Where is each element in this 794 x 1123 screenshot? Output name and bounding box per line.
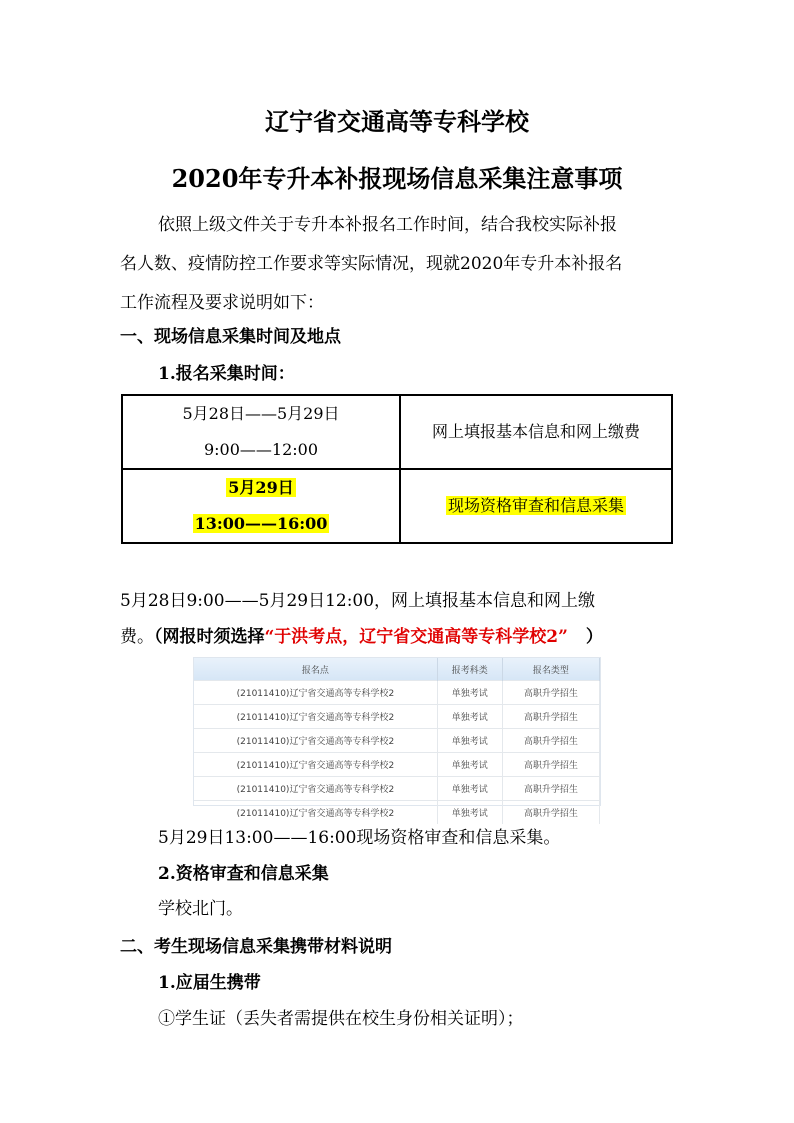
table-cell: 单独考试 [437,801,502,825]
column-header: 报名点 [194,658,437,681]
table-header [194,658,600,681]
schedule-desc-cell: 网上填报基本信息和网上缴费 [400,395,672,469]
subsection-heading: 2.资格审查和信息采集 [158,864,329,884]
table-cell: 高职升学招生 [502,729,599,753]
table-row [194,681,600,705]
table-cell: 单独考试 [437,705,502,729]
note-line: 5月28日9:00——5月29日12:00，网上填报基本信息和网上缴 [120,591,596,611]
subsection-heading: 1.报名采集时间： [158,364,295,384]
schedule-time-cell [122,395,400,469]
table-row [194,777,600,801]
table-cell: (21011410)辽宁省交通高等专科学校2 [194,753,437,777]
table-cell: (21011410)辽宁省交通高等专科学校2 [194,681,437,705]
table-cell: 单独考试 [437,729,502,753]
table-cell: 单独考试 [437,753,502,777]
location-text: 学校北门。 [158,899,243,919]
intro-line: 名人数、疫情防控工作要求等实际情况，现就2020年专升本补报名 [120,254,623,274]
note-text: 费。 [120,627,154,647]
time-text: 9:00——12:00 [203,440,319,459]
table-cell: (21011410)辽宁省交通高等专科学校2 [194,801,437,825]
table-row [122,395,672,469]
table-cell: (21011410)辽宁省交通高等专科学校2 [194,777,437,801]
table-cell: 高职升学招生 [502,753,599,777]
table-cell: 单独考试 [437,681,502,705]
table-cell: 高职升学招生 [502,801,599,825]
section-heading: 一、现场信息采集时间及地点 [120,327,341,347]
intro-line: 工作流程及要求说明如下： [120,293,324,313]
date-text: 5月29日 [228,478,294,497]
schedule-time-cell [122,469,400,543]
schedule-table [121,394,673,544]
desc-text: 现场资格审查和信息采集 [447,496,624,515]
time-text: 13:00——16:00 [194,514,328,533]
column-header: 报名类型 [502,658,599,681]
date-text: 5月28日——5月29日 [182,404,340,423]
document-subtitle: 2020年专升本补报现场信息采集注意事项 [171,164,623,193]
table-cell: 高职升学招生 [502,681,599,705]
table-row [122,469,672,543]
table-row [194,705,600,729]
table-row [194,753,600,777]
registration-screenshot [193,657,601,819]
table-row [194,801,600,825]
table-cell: (21011410)辽宁省交通高等专科学校2 [194,729,437,753]
note-text: ） [585,627,603,647]
table-cell: 高职升学招生 [502,777,599,801]
column-header: 报考科类 [437,658,502,681]
document-title: 辽宁省交通高等专科学校 [265,107,529,136]
schedule-desc-cell [400,469,672,543]
subsection-heading: 1.应届生携带 [158,973,261,993]
note-text: （网报时须选择 [154,627,265,647]
intro-line: 依照上级文件关于专升本补报名工作时间，结合我校实际补报 [158,215,617,235]
list-item: ①学生证（丢失者需提供在校生身份相关证明）； [158,1009,524,1029]
section-heading: 二、考生现场信息采集携带材料说明 [120,937,392,957]
onsite-text: 5月29日13:00——16:00现场资格审查和信息采集。 [158,828,561,848]
note-line [120,622,603,647]
table-row [194,729,600,753]
table-cell: (21011410)辽宁省交通高等专科学校2 [194,705,437,729]
table-cell: 高职升学招生 [502,705,599,729]
note-highlight: “于洪考点，辽宁省交通高等专科学校2” [264,627,568,647]
table-cell: 单独考试 [437,777,502,801]
